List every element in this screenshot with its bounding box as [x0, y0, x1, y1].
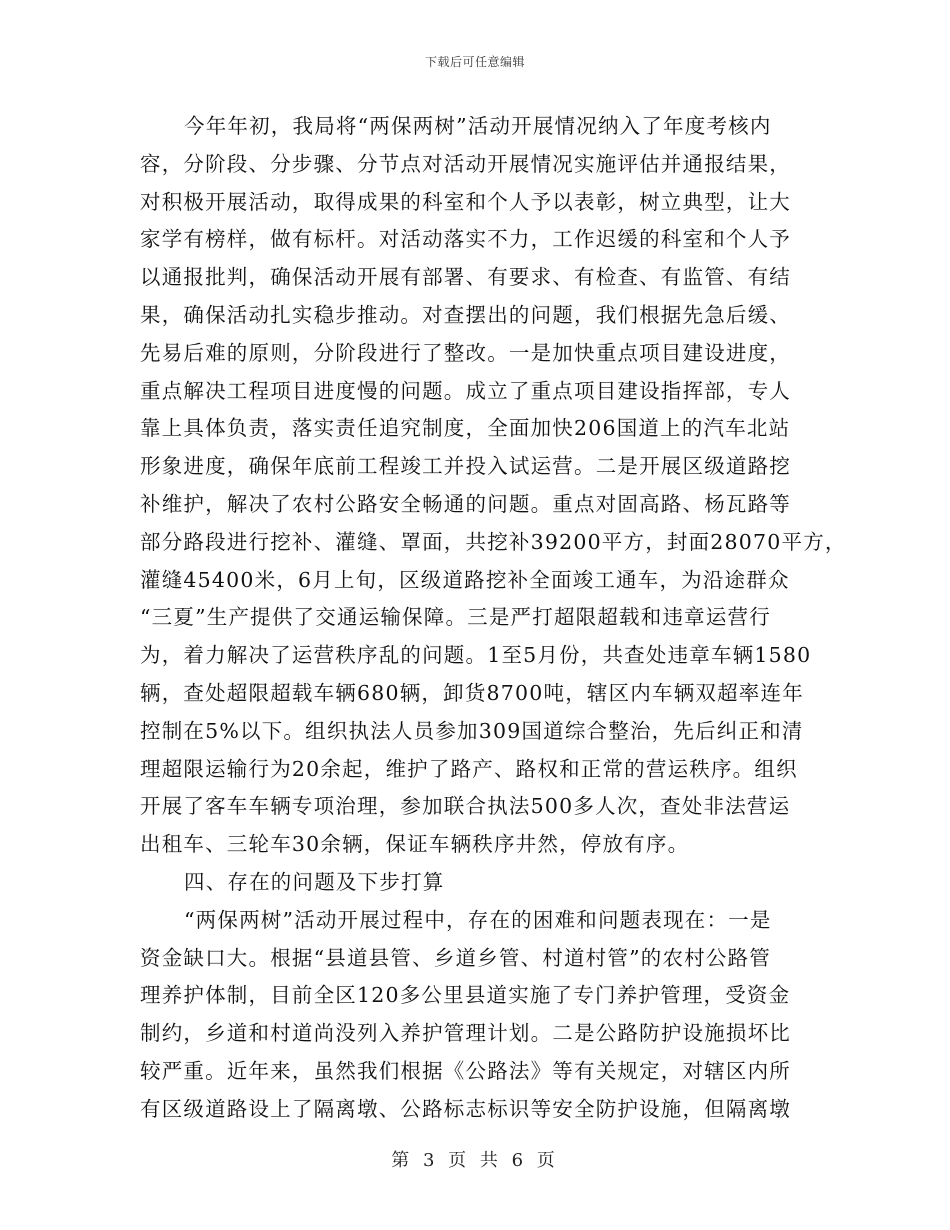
- paragraph-line: 靠上具体负责，落实责任追究制度，全面加快206国道上的汽车北站: [140, 416, 791, 441]
- paragraph-line: 果，确保活动扎实稳步推动。对查摆出的问题，我们根据先急后缓、: [140, 302, 791, 327]
- paragraph-line: 资金缺口大。根据“县道县管、乡道乡管、村道村管”的农村公路管: [140, 945, 771, 970]
- paragraph-line: “两保两树”活动开展过程中，存在的困难和问题表现在：一是: [184, 907, 772, 932]
- paragraph-line: 容，分阶段、分步骤、分节点对活动开展情况实施评估并通报结果，: [140, 151, 791, 176]
- section-heading: 四、存在的问题及下步打算: [184, 869, 445, 894]
- paragraph-line: 今年年初，我局将“两保两树”活动开展情况纳入了年度考核内: [184, 114, 772, 138]
- body-text: [140, 108, 847, 1129]
- paragraph-line: 补维护，解决了农村公路安全畅通的问题。重点对固高路、杨瓦路等: [140, 491, 791, 516]
- paragraph-line: “三夏”生产提供了交通运输保障。三是严打超限超载和违章运营行: [140, 605, 771, 630]
- paragraph-line: 形象进度，确保年底前工程竣工并投入试运营。二是开展区级道路挖: [140, 454, 791, 479]
- page-number: 第 3 页 共 6 页: [391, 1150, 559, 1171]
- paragraph-line: 开展了客车车辆专项治理，参加联合执法500多人次，查处非法营运: [140, 794, 791, 819]
- paragraph-line: 重点解决工程项目进度慢的问题。成立了重点项目建设指挥部，专人: [140, 378, 791, 403]
- paragraph-line: 控制在5%以下。组织执法人员参加309国道综合整治，先后纠正和清: [140, 718, 804, 743]
- paragraph-line: 有区级道路设上了隔离墩、公路标志标识等安全防护设施，但隔离墩: [140, 1096, 791, 1121]
- paragraph-line: 辆，查处超限超载车辆680辆，卸货8700吨，辖区内车辆双超率连年: [140, 680, 804, 705]
- paragraph-line: 灌缝45400米，6月上旬，区级道路挖补全面竣工通车，为沿途群众: [140, 567, 790, 592]
- paragraph-line: 以通报批判，确保活动开展有部署、有要求、有检查、有监管、有结: [140, 265, 791, 290]
- paragraph-line: 理养护体制，目前全区120多公里县道实施了专门养护管理，受资金: [140, 983, 791, 1008]
- paragraph-line: 先易后难的原则，分阶段进行了整改。一是加快重点项目建设进度，: [140, 340, 791, 365]
- paragraph-line: 家学有榜样，做有标杆。对活动落实不力，工作迟缓的科室和个人予: [140, 227, 791, 252]
- paragraph-line: 制约，乡道和村道尚没列入养护管理计划。二是公路防护设施损坏比: [140, 1021, 791, 1046]
- paragraph-line: 理超限运输行为20余起，维护了路产、路权和正常的营运秩序。组织: [140, 756, 798, 781]
- paragraph-line: 对积极开展活动，取得成果的科室和个人予以表彰，树立典型，让大: [140, 189, 791, 214]
- paragraph-line: 为，着力解决了运营秩序乱的问题。1至5月份，共查处违章车辆1580: [140, 643, 812, 668]
- paragraph-line: 部分路段进行挖补、灌缝、罩面，共挖补39200平方，封面28070平方，: [140, 529, 847, 554]
- paragraph-line: 较严重。近年来，虽然我们根据《公路法》等有关规定，对辖区内所: [140, 1058, 791, 1083]
- paragraph-line: 出租车、三轮车30余辆，保证车辆秩序井然，停放有序。: [140, 832, 690, 857]
- page-header: 下载后可任意编辑: [424, 55, 525, 69]
